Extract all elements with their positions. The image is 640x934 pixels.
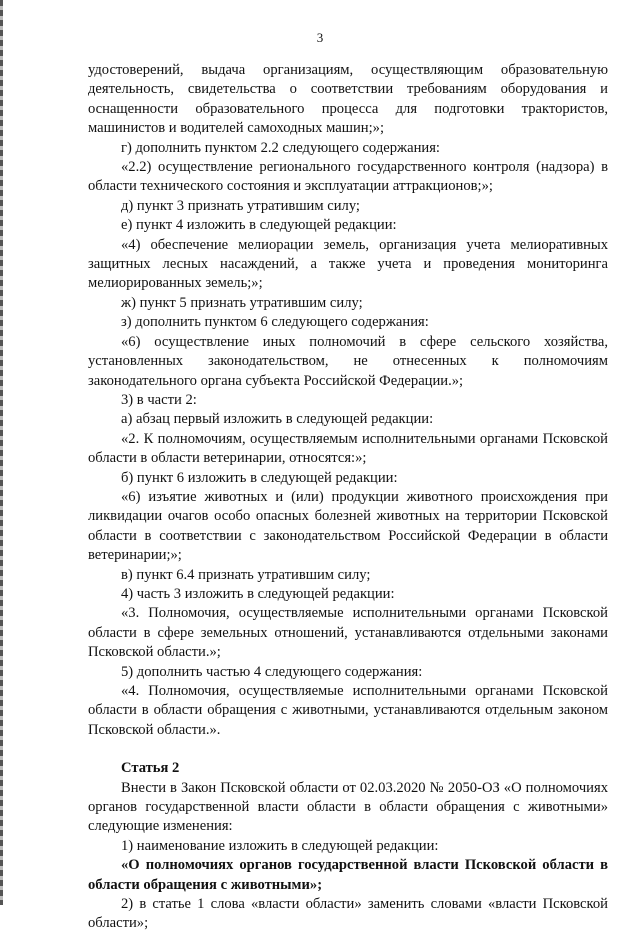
- bold-paragraph: «О полномочиях органов государственной власти Псковской области в области обращения с животными»;: [88, 857, 608, 893]
- paragraph: 2) в статье 1 слова «власти области» заменить словами «власти Псковской области»;: [88, 896, 608, 932]
- paragraph: 3) в части 2:: [121, 391, 197, 408]
- paragraph: е) пункт 4 изложить в следующей редакции:: [121, 217, 397, 234]
- paragraph: г) дополнить пунктом 2.2 следующего содержания:: [121, 139, 440, 156]
- paragraph: в) пункт 6.4 признать утратившим силу;: [121, 566, 371, 583]
- paragraph: «4) обеспечение мелиорации земель, организация учета мелиоративных защитных лесных насаждений, а также учета и проведения мониторинга мелиорированных земель;»;: [88, 236, 608, 292]
- paragraph: 4) часть 3 изложить в следующей редакции:: [121, 585, 395, 602]
- paragraph: «6) осуществление иных полномочий в сфере сельского хозяйства, установленных законодательством, не отнесенных к полномочиям законодательного органа субъекта Российской Федерации.»;: [88, 333, 608, 389]
- paragraph: «3. Полномочия, осуществляемые исполнительными органами Псковской области в сфере земельных отношений, устанавливаются отдельными законами Псковской области.»;: [88, 605, 608, 661]
- paragraph: д) пункт 3 признать утратившим силу;: [121, 197, 360, 214]
- paragraph: ж) пункт 5 признать утратившим силу;: [121, 294, 363, 311]
- article-heading: Статья 2: [121, 760, 180, 777]
- paragraph: «4. Полномочия, осуществляемые исполнительными органами Псковской области в области обращения с животными, устанавливаются отдельным законом Псковской области.».: [88, 683, 608, 738]
- paragraph: б) пункт 6 изложить в следующей редакции:: [121, 469, 398, 486]
- document-body: [88, 61, 608, 934]
- paragraph: Внести в Закон Псковской области от 02.03.2020 № 2050-ОЗ «О полномочиях органов государственной власти области в области обращения с животными» следующие изменения:: [88, 779, 608, 835]
- scan-edge: [0, 0, 3, 905]
- page-number: 3: [316, 30, 324, 45]
- paragraph: 5) дополнить частью 4 следующего содержания:: [121, 663, 423, 680]
- paragraph: «2.2) осуществление регионального государственного контроля (надзора) в области технического состояния и эксплуатации аттракционов;»;: [88, 159, 608, 195]
- paragraph: 1) наименование изложить в следующей редакции:: [121, 837, 439, 854]
- paragraph: з) дополнить пунктом 6 следующего содержания:: [121, 314, 429, 331]
- paragraph: «6) изъятие животных и (или) продукции животного происхождения при ликвидации очагов особо опасных болезней животных на территории Псковской области в соответствии с законодательством Российской Федерации в области ветеринарии;»;: [88, 488, 608, 564]
- paragraph: «2. К полномочиям, осуществляемым исполнительными органами Псковской области в области ветеринарии, относятся:»;: [88, 430, 608, 467]
- paragraph: а) абзац первый изложить в следующей редакции:: [121, 411, 434, 428]
- paragraph: удостоверений, выдача организациям, осуществляющим образовательную деятельность, свидетельства о соответствии требованиям оборудования и оснащенности образовательного процесса для подготовки трактористов, машинистов и водителей самоходных машин;»;: [88, 62, 608, 137]
